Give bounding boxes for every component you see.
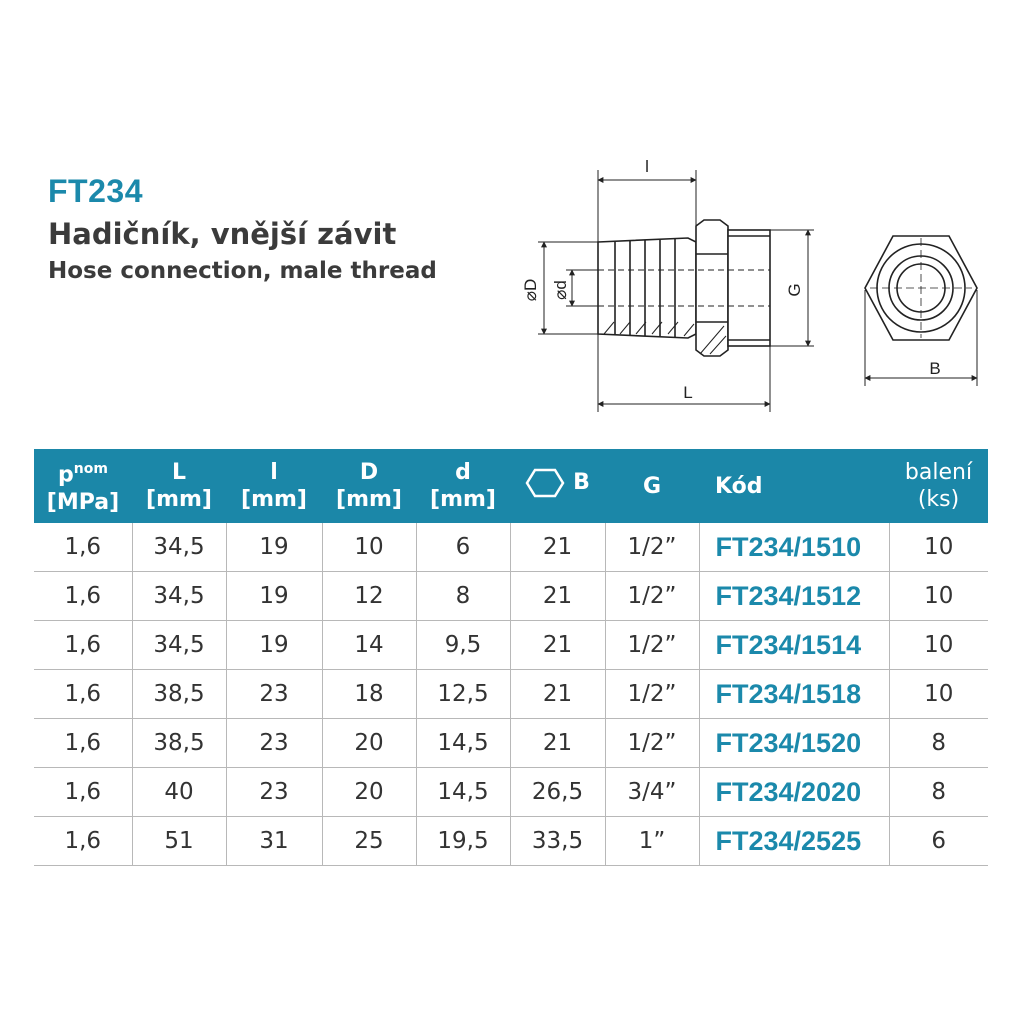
technical-drawing [510,150,990,420]
table-row: 1,6 34,5 19 14 9,5 21 1/2” FT234/1514 10 [34,621,988,670]
table-row: 1,6 34,5 19 12 8 21 1/2” FT234/1512 10 [34,572,988,621]
table-row: 1,6 51 31 25 19,5 33,5 1” FT234/2525 6 [34,817,988,866]
dim-label-l: l [645,157,649,176]
product-code-cell: FT234/2525 [699,817,889,866]
fitting-front-view [865,236,977,386]
product-code-cell: FT234/1518 [699,670,889,719]
product-name-cz: Hadičník, vnější závit [48,217,397,251]
header-d: d [mm] [416,449,510,523]
dim-label-D: ⌀D [521,278,540,302]
header-l: l [mm] [226,449,322,523]
table-row: 1,6 38,5 23 18 12,5 21 1/2” FT234/1518 10 [34,670,988,719]
table-row: 1,6 34,5 19 10 6 21 1/2” FT234/1510 10 [34,523,988,572]
table-row: 1,6 40 23 20 14,5 26,5 3/4” FT234/2020 8 [34,768,988,817]
table-body [34,523,988,866]
header-kod: Kód [699,449,889,523]
product-code-cell: FT234/1514 [699,621,889,670]
dim-label-B: B [929,359,941,378]
product-code-cell: FT234/1510 [699,523,889,572]
header-B: B [510,449,605,523]
product-code-cell: FT234/2020 [699,768,889,817]
header-D: D [mm] [322,449,416,523]
spec-table [34,449,988,866]
header-baleni: balení (ks) [889,449,988,523]
product-name-en: Hose connection, male thread [48,258,437,284]
hexagon-icon [525,468,565,498]
product-code-cell: FT234/1512 [699,572,889,621]
table-header-row [34,449,988,523]
title-block [48,172,437,288]
header-p-unit: [MPa] [46,489,120,515]
header-p-sub: nom [73,461,108,478]
header-G: G [605,449,699,523]
product-code: FT234 [48,173,143,209]
table-row: 1,6 38,5 23 20 14,5 21 1/2” FT234/1520 8 [34,719,988,768]
fitting-side-view [598,220,770,356]
dim-label-d: ⌀d [551,280,570,300]
product-code-cell: FT234/1520 [699,719,889,768]
dim-label-L: L [683,383,693,402]
dim-label-G: G [785,283,804,297]
header-L: L [mm] [132,449,226,523]
header-p: $p^{nom}$ [MPa] [34,449,132,523]
